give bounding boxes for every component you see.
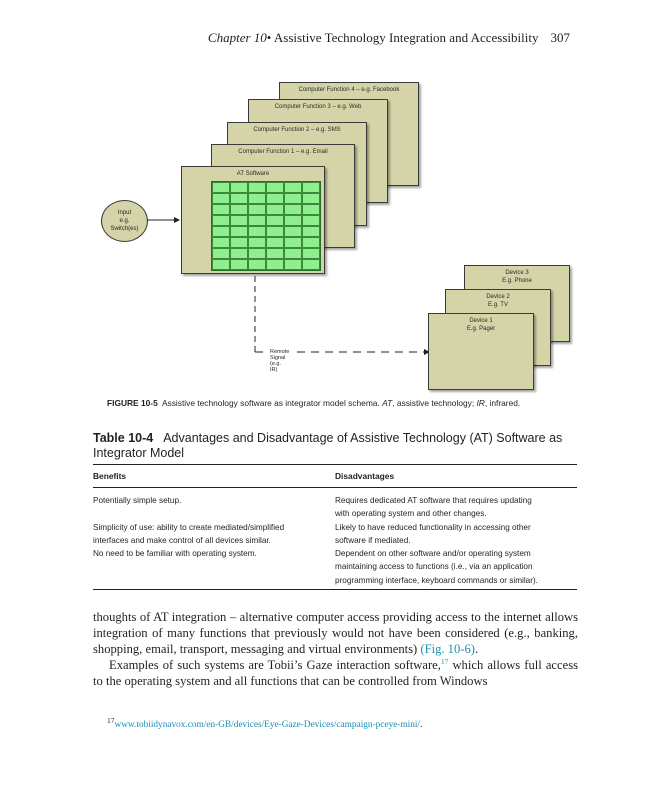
function-label-4: Computer Function 4 – e.g. Facebook <box>298 87 400 93</box>
device-3-example: E.g. Phone <box>502 278 532 284</box>
function-label-2: Computer Function 2 – e.g. SMS <box>253 127 341 133</box>
chapter-label: Chapter 10 <box>207 30 267 45</box>
disadvantage-line: Likely to have reduced functionality in accessing other <box>335 522 531 532</box>
device-1-name: Device 1 <box>469 318 493 324</box>
input-eg: e.g. <box>119 218 130 224</box>
chapter-title: Assistive Technology Integration and Accessibility <box>273 30 539 45</box>
input-label: Input <box>117 210 132 216</box>
at-software-label: AT Software <box>236 171 270 177</box>
footnote-ref-17[interactable]: 17 <box>440 657 449 667</box>
disadvantage-line: Dependent on other software and/or operating system <box>335 549 531 559</box>
disadvantage-line: programming interface, keyboard commands or similar). <box>335 575 538 585</box>
paragraph-1-text: thoughts of AT integration – alternative computer access providing access to the internet allows integration of many functions that previously would not have been considered (e.g., banking, shopping, email, transport, messaging and virtual environments) <box>93 610 578 657</box>
paragraph-2-text-b: which allows full access to the operating system and all functions that can be controlled from Windows <box>93 658 578 689</box>
function-label-1: Computer Function 1 – e.g. Email <box>238 149 328 155</box>
device-3-name: Device 3 <box>505 270 529 276</box>
device-2-example: E.g. TV <box>488 302 508 308</box>
header-bullet: • <box>266 30 272 45</box>
caption-abbr-at: AT <box>382 398 393 408</box>
paragraph-2-text-a: Examples of such systems are Tobii’s Gaze interaction software, <box>109 658 441 673</box>
figure-caption-label: FIGURE 10-5 <box>107 398 158 408</box>
disadvantage-line: Requires dedicated AT software that requires updating <box>335 496 532 505</box>
remote-signal-label: Remote Signal (e.g. IR) <box>270 349 290 373</box>
paragraph-2 <box>93 657 578 689</box>
paragraph-1 <box>93 609 578 657</box>
device-2-name: Device 2 <box>486 294 510 300</box>
table-title <box>93 431 573 461</box>
table-row <box>93 547 577 589</box>
benefit-line: No need to be familiar with operating system. <box>93 549 257 559</box>
body-text <box>93 609 578 689</box>
benefit-line: Potentially simple setup. <box>93 496 182 505</box>
footnote-end: . <box>420 720 423 730</box>
figure-caption <box>107 398 520 408</box>
advantages-table <box>93 464 577 590</box>
page-number: 307 <box>550 30 570 45</box>
device-box-1 <box>428 313 534 390</box>
figure-ref-link[interactable]: (Fig. 10-6) <box>420 642 475 657</box>
caption-text-c: , infrared. <box>484 398 521 408</box>
header-benefits: Benefits <box>93 465 335 488</box>
benefit-line: interfaces and make control of all devices similar. <box>93 535 271 545</box>
device-1-example: E.g. Pager <box>466 326 496 332</box>
footnote-url-link[interactable]: www.tobiidynavox.com/en-GB/devices/Eye-Gaze-Devices/campaign-pceye-mini/ <box>114 720 421 730</box>
input-switches: Switch(es) <box>110 226 139 232</box>
paragraph-1-end: . <box>474 642 479 657</box>
disadvantage-line: software if mediated. <box>335 535 411 545</box>
input-arrow-head <box>174 217 180 223</box>
caption-abbr-ir: IR <box>476 398 485 408</box>
footnote <box>107 715 423 730</box>
disadvantage-line: with operating system and other changes. <box>335 509 487 519</box>
disadvantage-line: maintaining access to functions (i.e., via an application <box>335 562 533 572</box>
table-row <box>93 488 577 521</box>
caption-text-a: Assistive technology software as integrator model schema. <box>161 398 380 408</box>
table-title-text: Advantages and Disadvantage of Assistive Technology (AT) Software as Integrator Model <box>93 431 563 460</box>
table-label: Table 10-4 <box>93 431 154 445</box>
caption-text-b: , assistive technology; <box>392 398 475 408</box>
header-disadvantages: Disadvantages <box>335 465 577 488</box>
benefit-line: Simplicity of use: ability to create mediated/simplified <box>93 522 285 532</box>
table-row <box>93 521 577 548</box>
footnote-number: 17 <box>107 715 115 725</box>
function-label-3: Computer Function 3 – e.g. Web <box>274 104 362 110</box>
